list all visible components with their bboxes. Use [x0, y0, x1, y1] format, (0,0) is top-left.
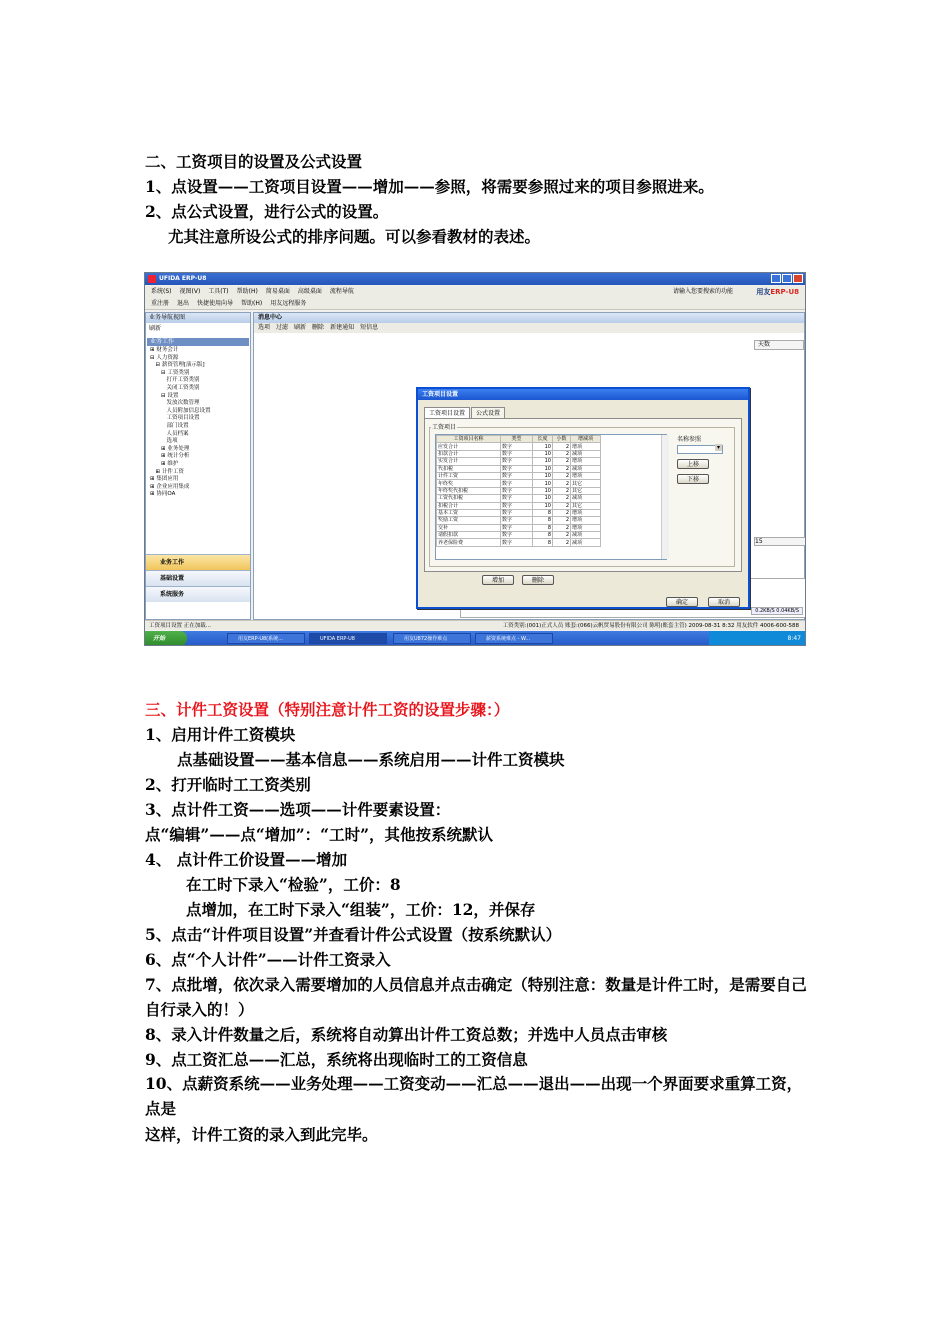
table-cell: 数字	[501, 480, 533, 487]
nav-basic-settings-button[interactable]: 基础设置	[146, 570, 250, 586]
remote-service-button[interactable]: 用友远程服务	[270, 300, 307, 307]
menu-tools[interactable]: 工具(T)	[208, 288, 229, 295]
section3-end: 这样，计件工资的录入到此完毕。	[145, 1125, 378, 1144]
table-cell: 基本工资	[437, 509, 501, 516]
table-row[interactable]	[437, 472, 601, 479]
salary-item-grid	[435, 434, 667, 560]
table-cell: 数字	[501, 487, 533, 494]
table-cell: 2	[553, 539, 571, 546]
section2-heading: 二、工资项目的设置及公式设置	[145, 152, 363, 171]
table-cell: 2	[553, 524, 571, 531]
brand-suffix: ERP-U8	[770, 288, 799, 296]
table-cell: 2	[553, 443, 571, 450]
tree-item[interactable]: ⊞ 集团应用	[150, 476, 179, 483]
tree-item[interactable]: ⊟ 设置	[150, 392, 179, 399]
table-cell: 8	[533, 524, 553, 531]
tab-body	[424, 418, 742, 572]
tree-item[interactable]: 发放次数管理	[150, 400, 200, 407]
taskbar-item[interactable]: UFIDA ERP-U8	[309, 633, 387, 644]
table-cell: 10	[533, 502, 553, 509]
msg-new-notice-button[interactable]: 新建通知	[330, 324, 355, 331]
name-reference-select[interactable]	[677, 445, 723, 454]
network-speed: 0.2KB/S 0.04KB/S	[751, 607, 803, 615]
reference-controls	[677, 434, 737, 484]
table-cell: 数字	[501, 539, 533, 546]
section3-step9: 9、点工资汇总——汇总，系统将出现临时工的工资信息	[145, 1050, 528, 1069]
system-tray	[709, 631, 805, 646]
table-cell: 请假扣款	[437, 532, 501, 539]
maximize-button[interactable]	[782, 274, 792, 283]
tree-item[interactable]: 关闭工资类别	[150, 384, 200, 391]
table-cell: 2	[553, 502, 571, 509]
table-row[interactable]	[437, 532, 601, 539]
menu-process-nav[interactable]: 流程导航	[329, 288, 354, 295]
msg-filter-button[interactable]: 过滤	[276, 324, 289, 331]
tree-item[interactable]: ⊞ 财务会计	[150, 347, 179, 353]
section3-step3-detail: 点“编辑”——点“增加”：“工时”，其他按系统默认	[145, 825, 493, 844]
tab-message-center[interactable]: 消息中心	[254, 313, 804, 323]
col-header[interactable]: 工资项目名称	[437, 436, 501, 443]
tree-item[interactable]: ⊟ 工资类别	[150, 369, 190, 376]
grid-scrollbar[interactable]	[661, 435, 669, 559]
business-header: 业务工作	[147, 338, 249, 346]
table-row[interactable]	[437, 487, 601, 494]
table-row[interactable]	[437, 539, 601, 546]
tree-item[interactable]: 人员附加信息设置	[150, 407, 211, 414]
status-bar	[145, 620, 805, 630]
tree-item[interactable]: ⊟ 人力资源	[150, 354, 179, 361]
reregister-button[interactable]: 重注册	[151, 300, 170, 307]
table-cell: 2	[553, 465, 571, 472]
table-cell: 减项	[571, 450, 601, 457]
status-info: 工资类别:(001)正式人员 账套:(066)云帆贸易股份有限公司 陈明(账套主管) 2009-08-31 8:32 用友软件 4006-600-588	[502, 623, 799, 629]
section3-step3: 3、点计件工资——选项——计件要素设置：	[145, 800, 451, 819]
message-center-pane	[253, 312, 805, 620]
window-controls	[771, 274, 803, 283]
tree-item[interactable]: ⊞ 计件工资	[150, 468, 184, 475]
table-row[interactable]	[437, 517, 601, 524]
table-cell: 2	[553, 458, 571, 465]
window-title: UFIDA ERP-U8	[159, 275, 207, 282]
erp-screenshot	[144, 272, 806, 646]
table-cell: 其它	[571, 480, 601, 487]
table-cell: 增项	[571, 458, 601, 465]
table-cell: 年终奖	[437, 480, 501, 487]
table-cell: 增项	[571, 517, 601, 524]
cancel-button[interactable]: 取消	[708, 597, 740, 607]
dialog-title: 工资项目设置	[418, 389, 748, 400]
tree-item[interactable]: 人员档案	[150, 430, 189, 437]
table-cell: 2	[553, 450, 571, 457]
table-cell: 数字	[501, 502, 533, 509]
quick-wizard-button[interactable]: 快捷使用向导	[197, 300, 234, 307]
taskbar-item[interactable]: 用友U872操作难点	[393, 633, 471, 644]
menu-simple-desktop[interactable]: 简易桌面	[265, 288, 290, 295]
table-row[interactable]	[437, 465, 601, 472]
section3-step6: 6、点“个人计件”——计件工资录入	[145, 950, 391, 969]
col-header[interactable]: 长度	[533, 436, 553, 443]
tree-item[interactable]: ⊞ 维护	[150, 460, 179, 467]
table-cell: 扣款合计	[437, 450, 501, 457]
table-cell: 数字	[501, 465, 533, 472]
tree-item[interactable]: 选项	[150, 438, 178, 445]
col-header[interactable]: 小数	[553, 436, 571, 443]
taskbar-item[interactable]: 用友ERP-U8(系统...	[227, 633, 305, 644]
table-row[interactable]	[437, 524, 601, 531]
help-button[interactable]: 帮助(H)	[241, 300, 263, 307]
table-cell: 实发合计	[437, 458, 501, 465]
table-cell: 数字	[501, 509, 533, 516]
msg-delete-button[interactable]: 删除	[312, 324, 325, 331]
name-reference-label: 名称参照	[677, 436, 702, 443]
table-cell: 交补	[437, 524, 501, 531]
section3-step1: 1、启用计件工资模块	[145, 725, 296, 744]
dialog-tabs	[424, 407, 506, 418]
tree-item[interactable]: ⊞ 企业应用集成	[150, 483, 190, 490]
section2-note: 尤其注意所设公式的排序问题。可以参看教材的表述。	[168, 227, 541, 246]
table-cell: 其它	[571, 487, 601, 494]
table-cell: 数字	[501, 450, 533, 457]
table-cell: 其它	[571, 502, 601, 509]
brand-prefix: 用友	[756, 288, 771, 296]
table-cell: 10	[533, 458, 553, 465]
section3-step7: 7、点批增，依次录入需要增加的人员信息并点击确定（特别注意：数量是计件工时，是需要自己自行录入的！）	[145, 975, 807, 1019]
table-cell: 2	[553, 487, 571, 494]
table-row[interactable]	[437, 502, 601, 509]
tree-item[interactable]: 打开工资类别	[150, 377, 200, 384]
taskbar	[145, 631, 805, 646]
menu-system[interactable]: 系统(S)	[151, 288, 172, 295]
table-cell: 增项	[571, 524, 601, 531]
table-cell: 2	[553, 472, 571, 479]
days-column-header: 天数	[754, 340, 804, 350]
nav-pane	[145, 312, 251, 620]
table-cell: 8	[533, 517, 553, 524]
table-cell: 扣税合计	[437, 502, 501, 509]
nav-tree	[146, 345, 250, 499]
table-cell: 10	[533, 480, 553, 487]
tree-item[interactable]: ⊞ 统计分析	[150, 453, 190, 460]
table-cell: 10	[533, 450, 553, 457]
table-cell: 2	[553, 517, 571, 524]
nav-buttons	[146, 554, 250, 602]
salary-item-table	[436, 435, 601, 547]
table-row[interactable]	[437, 480, 601, 487]
col-header[interactable]: 增减项	[571, 436, 601, 443]
tab-salary-items[interactable]: 工资项目设置	[424, 407, 470, 418]
tree-item[interactable]: ⊞ 协同OA	[150, 491, 176, 498]
table-cell: 增项	[571, 472, 601, 479]
table-cell: 8	[533, 509, 553, 516]
start-button[interactable]: 开始	[145, 631, 187, 646]
table-cell: 2	[553, 480, 571, 487]
window-titlebar	[145, 273, 805, 285]
section3-step1-detail: 点基础设置——基本信息——系统启用——计件工资模块	[177, 750, 565, 769]
menu-advanced-desktop[interactable]: 高级桌面	[297, 288, 322, 295]
table-row[interactable]	[437, 495, 601, 502]
minimize-button[interactable]	[771, 274, 781, 283]
section3-step5: 5、点击“计件项目设置”并查看计件公式设置（按系统默认）	[145, 925, 562, 944]
table-cell: 10	[533, 443, 553, 450]
table-row[interactable]	[437, 450, 601, 457]
refresh-button[interactable]: 刷新	[149, 325, 162, 332]
add-button[interactable]: 增加	[482, 575, 514, 585]
table-row[interactable]	[437, 443, 601, 450]
tree-item[interactable]: ⊞ 业务处理	[150, 445, 190, 452]
ok-button[interactable]: 确定	[666, 597, 698, 607]
tab-formula[interactable]: 公式设置	[471, 407, 505, 418]
brand-logo	[756, 286, 799, 298]
table-cell: 数字	[501, 443, 533, 450]
table-cell: 代扣税	[437, 465, 501, 472]
table-cell: 10	[533, 472, 553, 479]
section3-step10: 10、点薪资系统——业务处理——工资变动——汇总——退出——出现一个界面要求重算工资，点是	[145, 1074, 803, 1118]
section3-step4-detail2: 点增加，在工时下录入“组装”，工价：12，并保存	[186, 900, 536, 919]
move-down-button[interactable]: 下移	[677, 474, 709, 484]
status-loading: 工资项目设置 正在加载...	[149, 623, 211, 629]
table-cell: 数字	[501, 495, 533, 502]
taskbar-item[interactable]: 薪资系统难点 - W...	[475, 633, 553, 644]
exit-button[interactable]: 退出	[177, 300, 190, 307]
move-up-button[interactable]: 上移	[677, 459, 709, 469]
table-cell: 减项	[571, 465, 601, 472]
table-cell: 数字	[501, 532, 533, 539]
table-cell: 数字	[501, 458, 533, 465]
msg-sms-button[interactable]: 短信息	[360, 324, 379, 331]
msg-options-button[interactable]: 选项	[258, 324, 271, 331]
page-size[interactable]: 15	[755, 538, 763, 545]
table-cell: 应发合计	[437, 443, 501, 450]
tree-item[interactable]: ⊟ 薪资管理[演示版]	[150, 362, 205, 369]
table-cell: 8	[533, 532, 553, 539]
table-row[interactable]	[437, 509, 601, 516]
section3-heading: 三、计件工资设置（特别注意计件工资的设置步骤：）	[145, 700, 510, 719]
section3-step4: 4、 点计件工价设置——增加	[145, 850, 348, 869]
table-row[interactable]	[437, 458, 601, 465]
table-cell: 2	[553, 509, 571, 516]
salary-item-rows	[437, 443, 601, 546]
table-cell: 工资代扣税	[437, 495, 501, 502]
menu-view[interactable]: 视图(V)	[179, 288, 201, 295]
group-label: 工资项目	[432, 424, 457, 431]
table-cell: 年终奖代扣税	[437, 487, 501, 494]
table-cell: 数字	[501, 524, 533, 531]
nav-business-button[interactable]: 业务工作	[146, 554, 250, 570]
clock: 8:47	[787, 635, 801, 642]
table-cell: 减项	[571, 532, 601, 539]
section3-step8: 8、录入计件数量之后，系统将自动算出计件工资总数；并选中人员点击审核	[145, 1025, 668, 1044]
table-cell: 2	[553, 532, 571, 539]
table-cell: 10	[533, 495, 553, 502]
menu-help[interactable]: 帮助(H)	[236, 288, 258, 295]
close-button[interactable]	[793, 274, 803, 283]
ufida-logo-icon	[148, 275, 156, 283]
col-header[interactable]: 类型	[501, 436, 533, 443]
table-cell: 8	[533, 539, 553, 546]
msg-refresh-button[interactable]: 刷新	[294, 324, 307, 331]
table-cell: 减项	[571, 495, 601, 502]
section2-step1: 1、点设置——工资项目设置——增加——参照，将需要参照过来的项目参照进来。	[145, 177, 714, 196]
section2-step2: 2、点公式设置，进行公式的设置。	[145, 202, 389, 221]
message-toolbar	[254, 323, 804, 333]
section3-step4-detail1: 在工时下录入“检验”，工价：8	[186, 875, 401, 894]
toolbar	[145, 298, 805, 310]
table-cell: 奖励工资	[437, 517, 501, 524]
search-hint[interactable]: 请输入您要搜索的功能	[672, 288, 733, 295]
table-cell: 计件工资	[437, 472, 501, 479]
table-cell: 养老保险费	[437, 539, 501, 546]
table-cell: 2	[553, 495, 571, 502]
table-cell: 增项	[571, 443, 601, 450]
delete-button[interactable]: 删除	[522, 575, 554, 585]
tree-item[interactable]: 部门设置	[150, 422, 189, 429]
nav-system-service-button[interactable]: 系统服务	[146, 586, 250, 602]
tree-item[interactable]: 工资项目设置	[150, 415, 200, 422]
table-cell: 增项	[571, 509, 601, 516]
table-cell: 数字	[501, 517, 533, 524]
pager	[754, 537, 806, 546]
table-cell: 减项	[571, 539, 601, 546]
section3-step2: 2、打开临时工工资类别	[145, 775, 311, 794]
table-cell: 10	[533, 487, 553, 494]
salary-item-dialog	[416, 387, 750, 609]
nav-pane-title: 业务导航视图	[146, 313, 250, 323]
table-cell: 数字	[501, 472, 533, 479]
table-cell: 10	[533, 465, 553, 472]
